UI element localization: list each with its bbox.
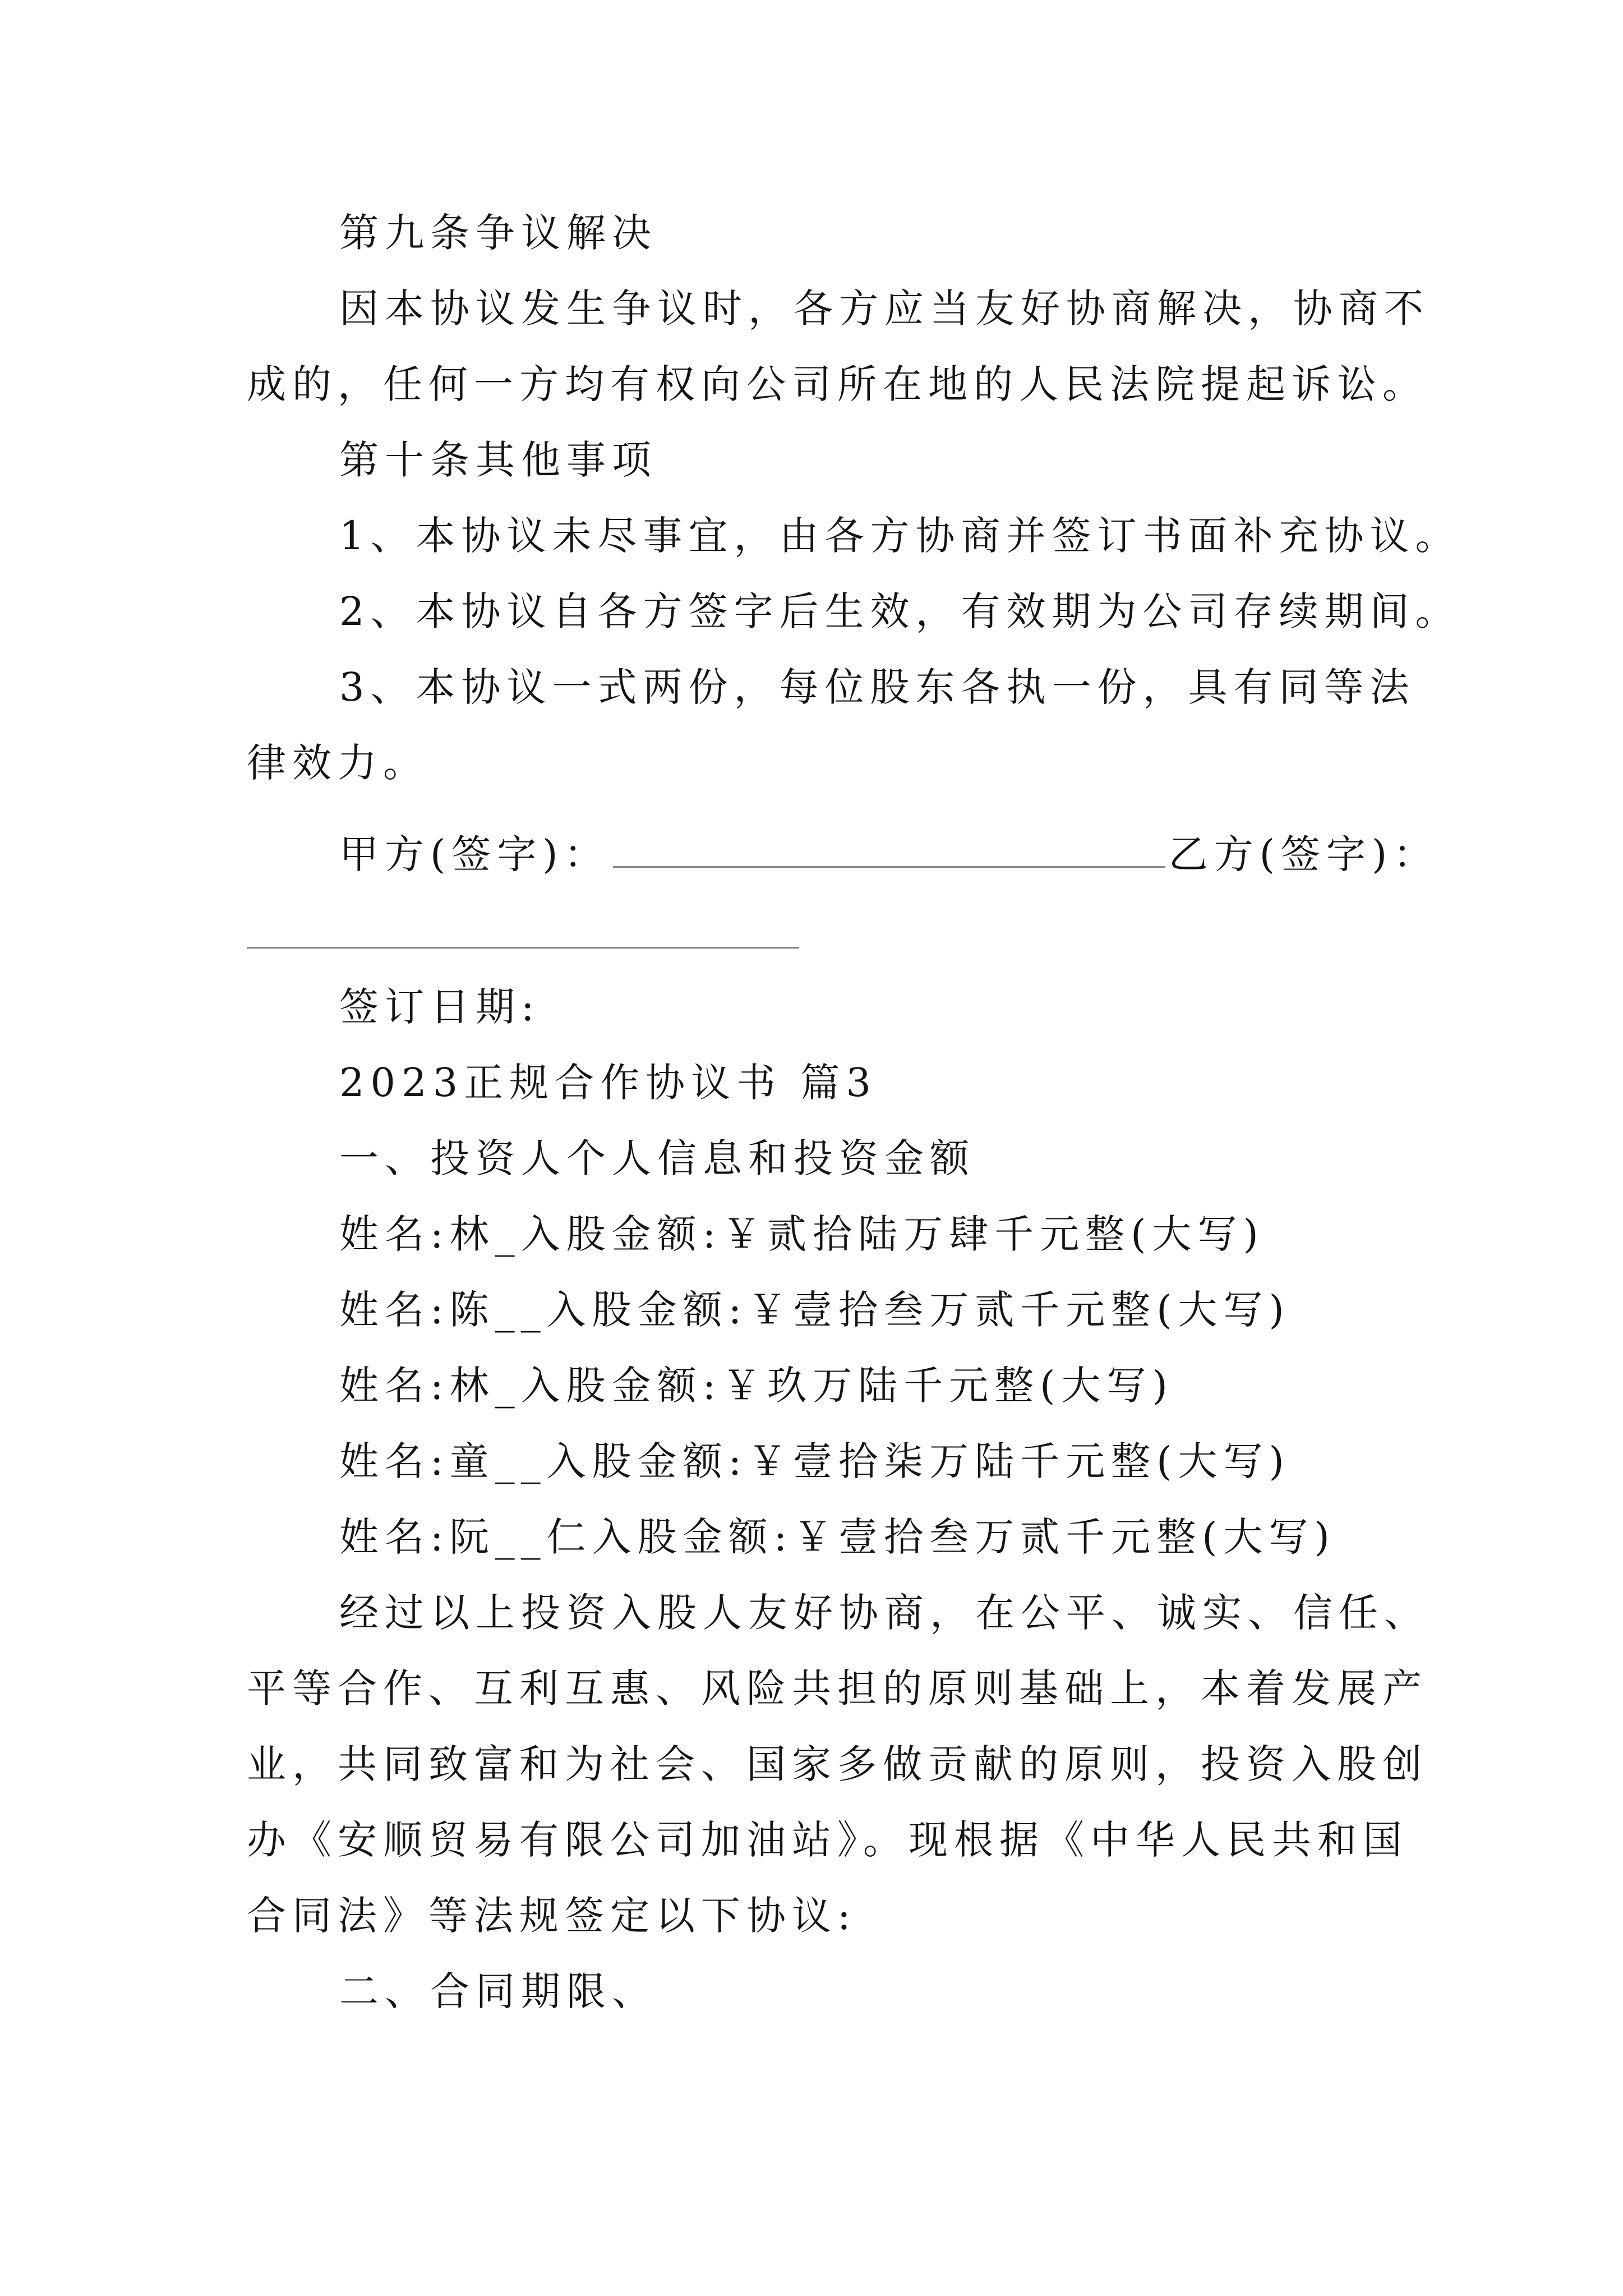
article-10-heading: 第十条其他事项 <box>339 437 657 483</box>
body-paragraph-line: 业，共同致富和为社会、国家多做贡献的原则，投资入股创 <box>247 1741 1428 1787</box>
party-a-signature-blank <box>613 832 1165 868</box>
party-b-signature-label: 乙方(签字)： <box>1168 831 1439 877</box>
party-b-signature-blank <box>247 947 799 949</box>
section-heading-term: 二、合同期限、 <box>339 1968 657 2014</box>
body-paragraph-line: 平等合作、互利互惠、风险共担的原则基础上，本着发展产 <box>247 1665 1428 1711</box>
signature-row <box>339 829 1438 880</box>
article-10-item-3-line-1: 3、本协议一式两份，每位股东各执一份，具有同等法 <box>339 664 1415 710</box>
article-10-item-2: 2、本协议自各方签字后生效，有效期为公司存续期间。 <box>339 588 1461 634</box>
investor-line: 姓名:林_入股金额:￥贰拾陆万肆千元整(大写) <box>339 1211 1265 1257</box>
body-paragraph-line: 经过以上投资入股人友好协商，在公平、诚实、信任、 <box>339 1590 1430 1636</box>
article-9-body-line-2: 成的，任何一方均有权向公司所在地的人民法院提起诉讼。 <box>247 361 1428 407</box>
investor-line: 姓名:林_入股金额:￥玖万陆千元整(大写) <box>339 1363 1174 1409</box>
sign-date-label: 签订日期: <box>339 984 541 1030</box>
article-9-heading: 第九条争议解决 <box>339 210 657 256</box>
article-10-item-3-line-2: 律效力。 <box>247 740 428 786</box>
investor-line: 姓名:陈__入股金额:￥壹拾叁万贰千元整(大写) <box>339 1287 1290 1333</box>
section-heading-investors: 一、投资人个人信息和投资金额 <box>339 1135 975 1181</box>
investor-line: 姓名:童__入股金额:￥壹拾柒万陆千元整(大写) <box>339 1438 1290 1484</box>
party-a-signature-label: 甲方(签字)： <box>339 831 610 877</box>
body-paragraph-line: 办《安顺贸易有限公司加油站》。现根据《中华人民共和国 <box>247 1817 1408 1863</box>
article-10-item-1: 1、本协议未尽事宜，由各方协商并签订书面补充协议。 <box>339 513 1461 559</box>
investor-line: 姓名:阮__仁入股金额:￥壹拾叁万贰千元整(大写) <box>339 1514 1336 1560</box>
article-9-body-line-1: 因本协议发生争议时，各方应当友好协商解决，协商不 <box>339 286 1430 332</box>
section-title: 2023正规合作协议书 篇3 <box>339 1060 877 1106</box>
body-paragraph-line: 合同法》等法规签定以下协议: <box>247 1893 857 1939</box>
